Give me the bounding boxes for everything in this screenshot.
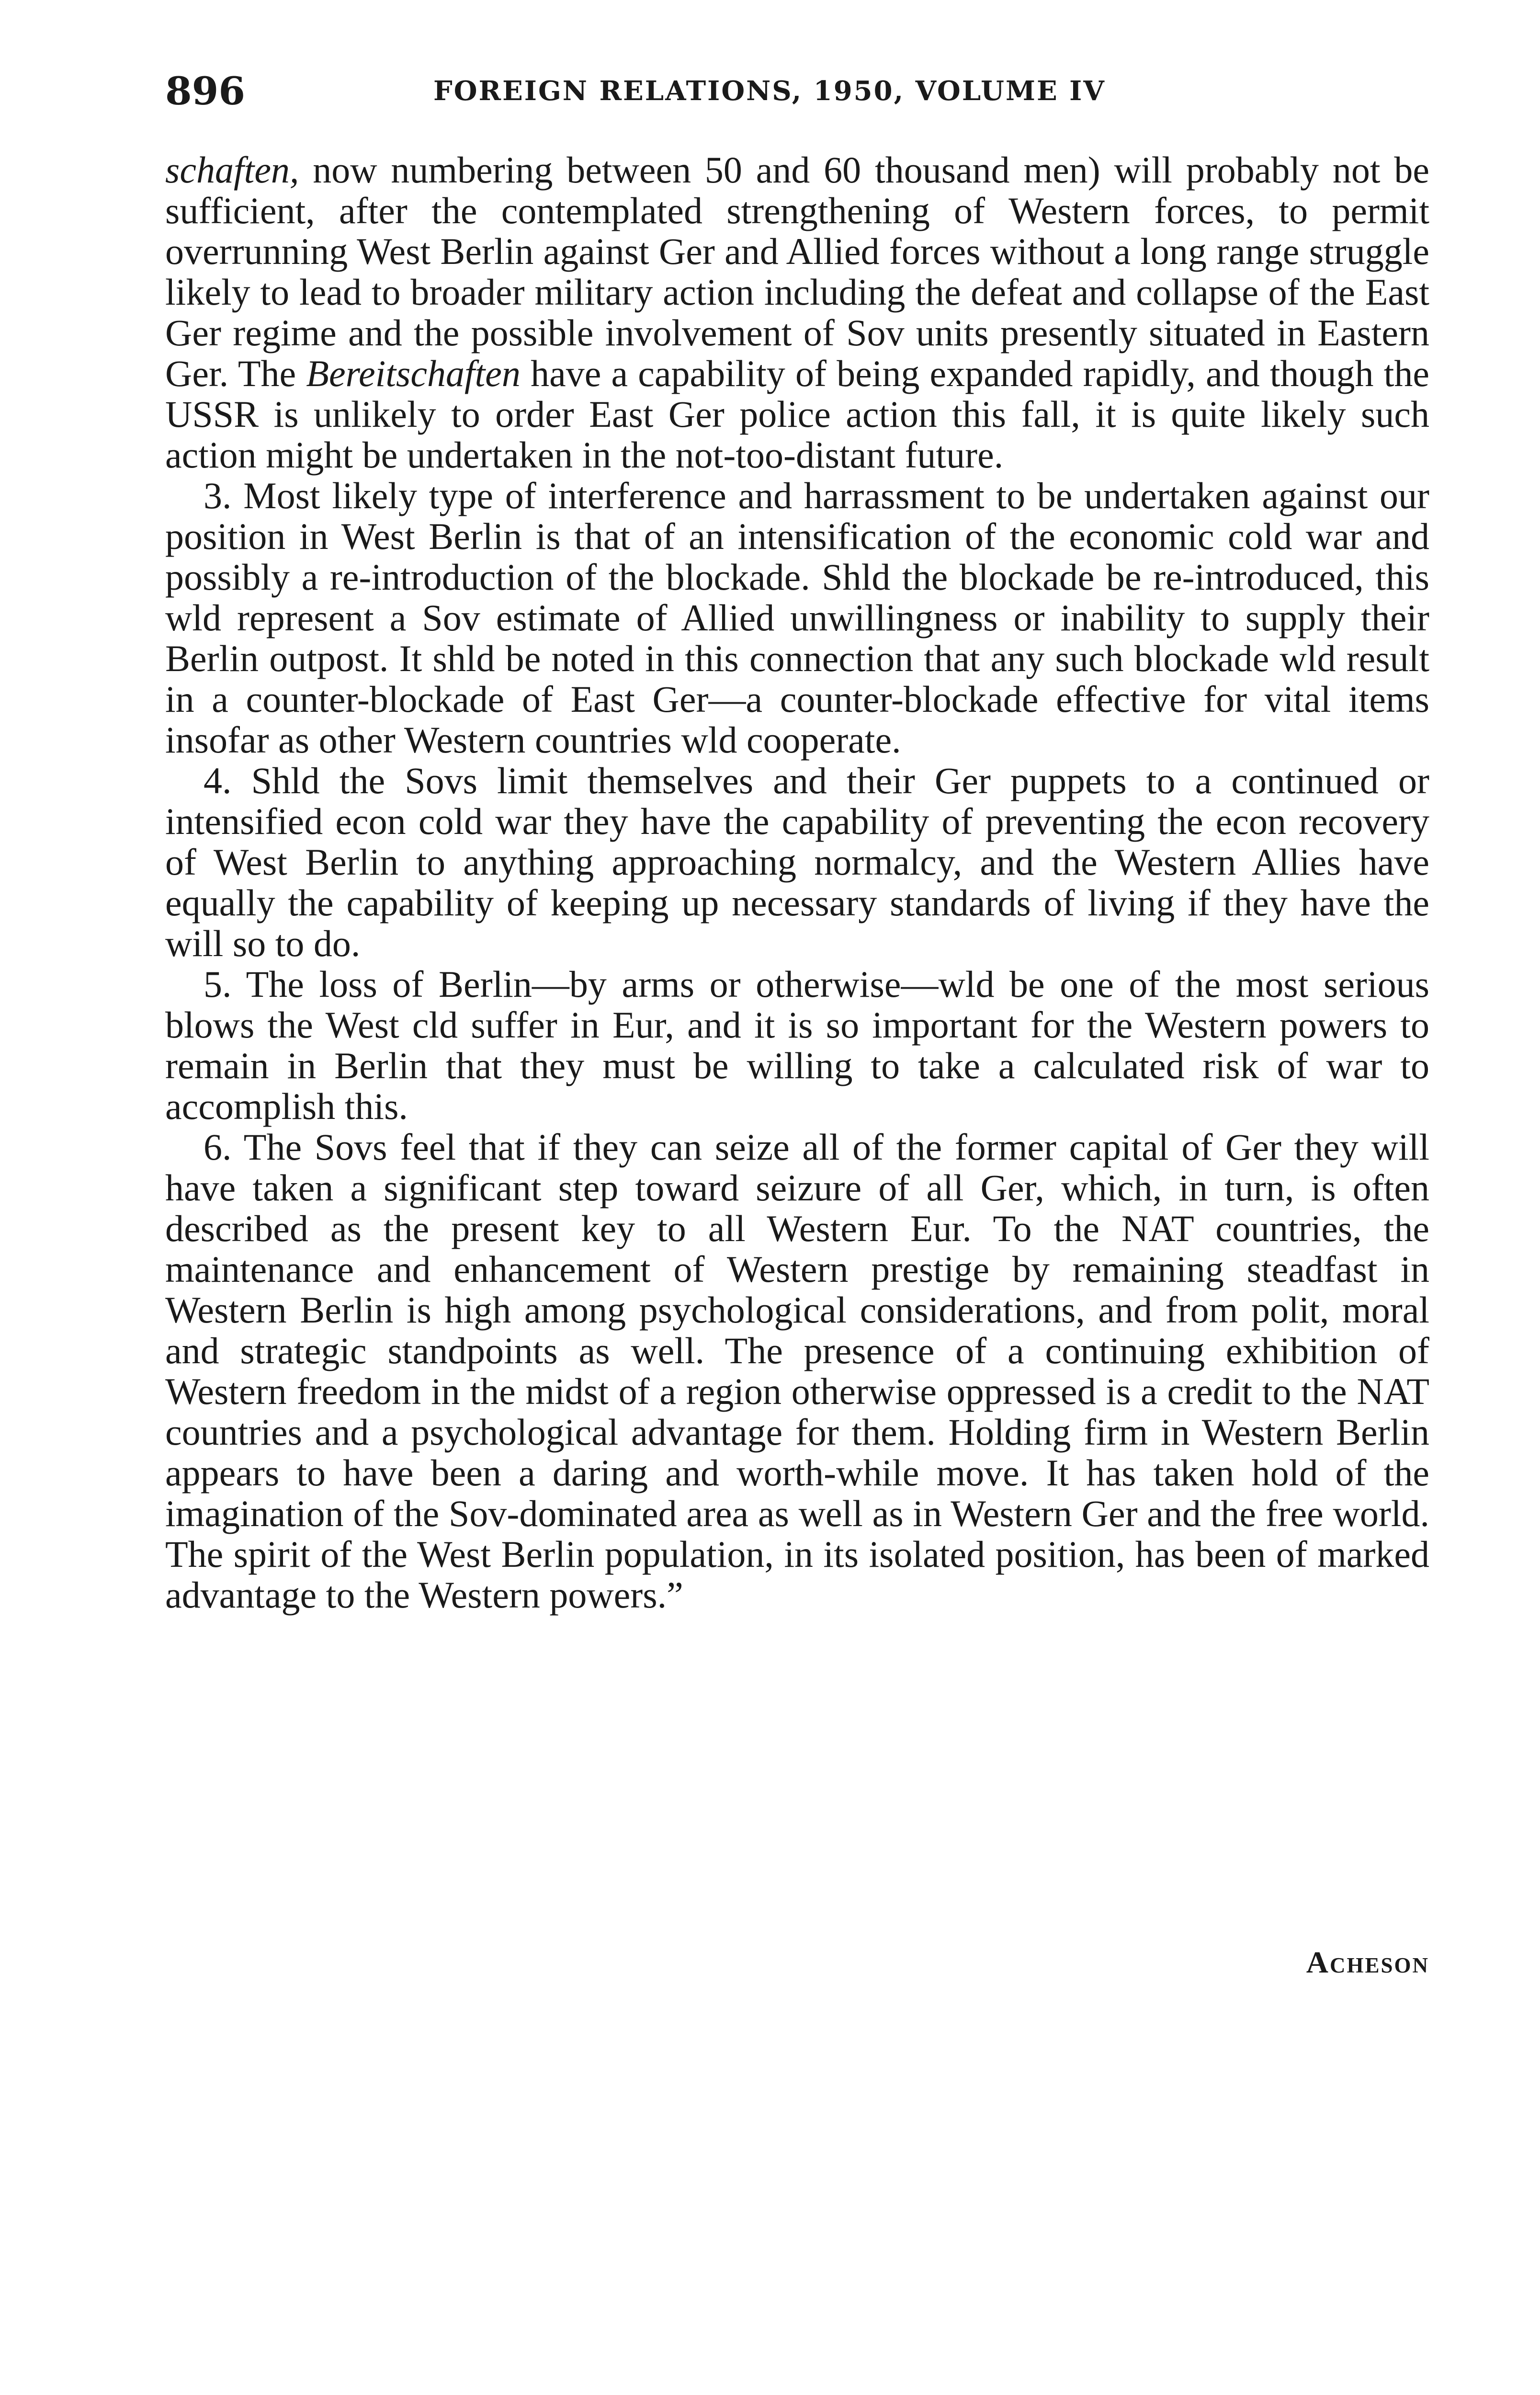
- paragraph-5: 5. The loss of Berlin—by arms or otherwise—wld be one of the most serious blows the West cld suffer in Eur, and it is so important for the Western powers to remain in Berlin that they must be willing to take a calculated risk of war to accomplish this.: [165, 963, 1429, 1127]
- italic-word: Bereitschaften: [306, 353, 521, 394]
- paragraph-3: 3. Most likely type of interference and harrassment to be undertaken against our position in West Berlin is that of an intensification of the economic cold war and possibly a re-introduction of the blockade. Shld the blockade be re-introduced, this wld represent a Sov estimate of Allied unwillingness or inability to supply their Berlin outpost. It shld be noted in this connection that any such blockade wld result in a counter-blockade of East Ger—a counter-blockade effective for vital items insofar as other Western countries wld cooperate.: [165, 475, 1429, 761]
- signature: Acheson: [1306, 1945, 1429, 1979]
- paragraph-continued: [165, 149, 1429, 475]
- page-header: [165, 68, 1429, 134]
- paragraph-text: have a capability of being expanded rapidly, and though the USSR is unlikely to order East Ger police action this fall, it is quite likely such action might be undertaken in the not-too-distant future.: [165, 353, 1429, 476]
- paragraph-6: 6. The Sovs feel that if they can seize all of the former capital of Ger they will have taken a significant step toward seizure of all Ger, which, in turn, is often described as the present key to all Western Eur. To the NAT countries, the maintenance and enhancement of Western prestige by remaining steadfast in Western Berlin is high among psychological considerations, and from polit, moral and strategic standpoints as well. The presence of a continuing exhibition of Western freedom in the midst of a region otherwise oppressed is a credit to the NAT countries and a psychological advantage for them. Holding firm in Western Berlin appears to have been a daring and worth-while move. It has taken hold of the imagination of the Sov-dominated area as well as in Western Ger and the free world. The spirit of the West Berlin population, in its isolated position, has been of marked advantage to the Western powers.”: [165, 1126, 1429, 1616]
- document-body: [165, 149, 1429, 1615]
- page-number: 896: [165, 68, 245, 114]
- paragraph-4: 4. Shld the Sovs limit themselves and their Ger puppets to a continued or intensified econ cold war they have the capability of preventing the econ recovery of West Berlin to anything approaching normalcy, and the Western Allies have equally the capability of keeping up necessary standards of living if they have the will so to do.: [165, 760, 1429, 964]
- paragraph-text: now numbering between 50 and 60 thousand men) will probably not be sufficient, after the contemplated strengthening of Western forces, to permit overrunning West Berlin against Ger and Allied forces without a long range struggle likely to lead to broader military action including the defeat and collapse of the East Ger regime and the possible involvement of Sov units presently situated in Eastern Ger. The: [165, 149, 1429, 394]
- running-title: FOREIGN RELATIONS, 1950, VOLUME IV: [433, 75, 1106, 107]
- italic-word: schaften,: [165, 149, 299, 191]
